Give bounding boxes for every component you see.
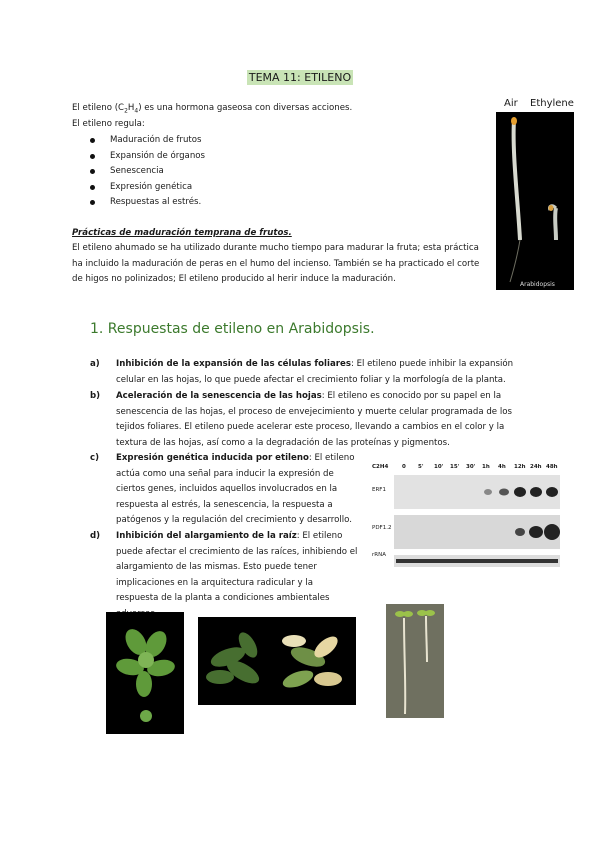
item-b: b) Aceleración de la senescencia de las hojas: El etileno es conocido por su papel en la senescencia de las hojas, el proceso de envejecimiento y muerte celular programada de los tejidos foliares. El etileno puede acelerar este proceso, llevando a cambios en el color y la textura de las hojas, así como a la degradación de las proteínas y pigmentos. xyxy=(90,391,512,448)
item-a: a) Inhibición de la expansión de las células foliares: El etileno puede inhibir la expansión celular en las hojas, lo que puede afectar el crecimiento foliar y la morfología de la planta. xyxy=(90,359,514,385)
blot-timepoint: 30' xyxy=(466,464,476,470)
list-item: Expansión de órganos xyxy=(90,149,290,165)
blot-row-label: ERF1 xyxy=(372,487,386,493)
blot-row-label: rRNA xyxy=(372,552,386,558)
practices-text: El etileno ahumado se ha utilizado durante mucho tiempo para madurar la fruta; esta práctica ha incluido la maduración de peras en el humo del incienso. También se ha practicado el corte de higos no polinizados; El etileno producido al herir induce la maduración. xyxy=(72,243,480,285)
item-c: c) Expresión genética inducida por etileno: El etileno actúa como una señal para inducir la expresión de ciertos genes, incluidos aquellos involucrados en la respuesta al estrés, la senescencia, la respuesta a patógenos y la regulación del crecimiento y desarrollo. xyxy=(90,453,355,526)
rosette-photo xyxy=(106,612,184,734)
intro-line-2: El etileno regula: xyxy=(72,119,145,129)
page-title: TEMA 11: ETILENO xyxy=(248,71,352,84)
blot-timepoint: 1h xyxy=(482,464,490,470)
section-heading: 1. Respuestas de etileno en Arabidopsis. xyxy=(90,321,375,337)
figure-labels xyxy=(496,98,576,112)
label-air: Air xyxy=(504,98,518,109)
blot-timepoint: 5' xyxy=(418,464,424,470)
blot-timepoint: 0 xyxy=(402,464,406,470)
blot-timepoint: 12h xyxy=(514,464,526,470)
blot-timepoint: 24h xyxy=(530,464,542,470)
list-item: Senescencia xyxy=(90,164,290,180)
blot-treatment-label: C2H4 xyxy=(372,464,389,470)
blot-timepoints xyxy=(402,464,560,472)
blot-image xyxy=(394,475,560,567)
practices-heading: Prácticas de maduración temprana de frutos. xyxy=(72,228,292,238)
blot-timepoint: 15' xyxy=(450,464,460,470)
root-photo xyxy=(386,604,444,718)
regulation-list xyxy=(90,133,290,213)
item-d: d) Inhibición del alargamiento de la raíz: El etileno puede afectar el crecimiento de las raíces, inhibiendo el alargamiento de las mismas. Esto puede tener implicaciones en la arquitectura radicular y la respuesta de la planta a condiciones ambientales xyxy=(90,531,358,604)
blot-timepoint: 4h xyxy=(498,464,506,470)
intro-line-1: El etileno $(C_2H_4)$ es una hormona gaseosa con diversas acciones. xyxy=(72,103,353,115)
list-item: Respuestas al estrés. xyxy=(90,195,290,211)
blot-row-label: PDF1.2 xyxy=(372,525,392,531)
seedling-photo xyxy=(496,112,574,290)
list-item: Expresión genética xyxy=(90,180,290,196)
northern-blot xyxy=(372,463,562,567)
blot-timepoint: 10' xyxy=(434,464,444,470)
senescence-photo xyxy=(198,617,356,705)
list-item: Maduración de frutos xyxy=(90,133,290,149)
figure-caption: Arabidopsis xyxy=(520,281,555,288)
seedling-illustration xyxy=(496,112,574,290)
label-ethylene: Ethylene xyxy=(530,98,574,109)
blot-timepoint: 48h xyxy=(546,464,558,470)
